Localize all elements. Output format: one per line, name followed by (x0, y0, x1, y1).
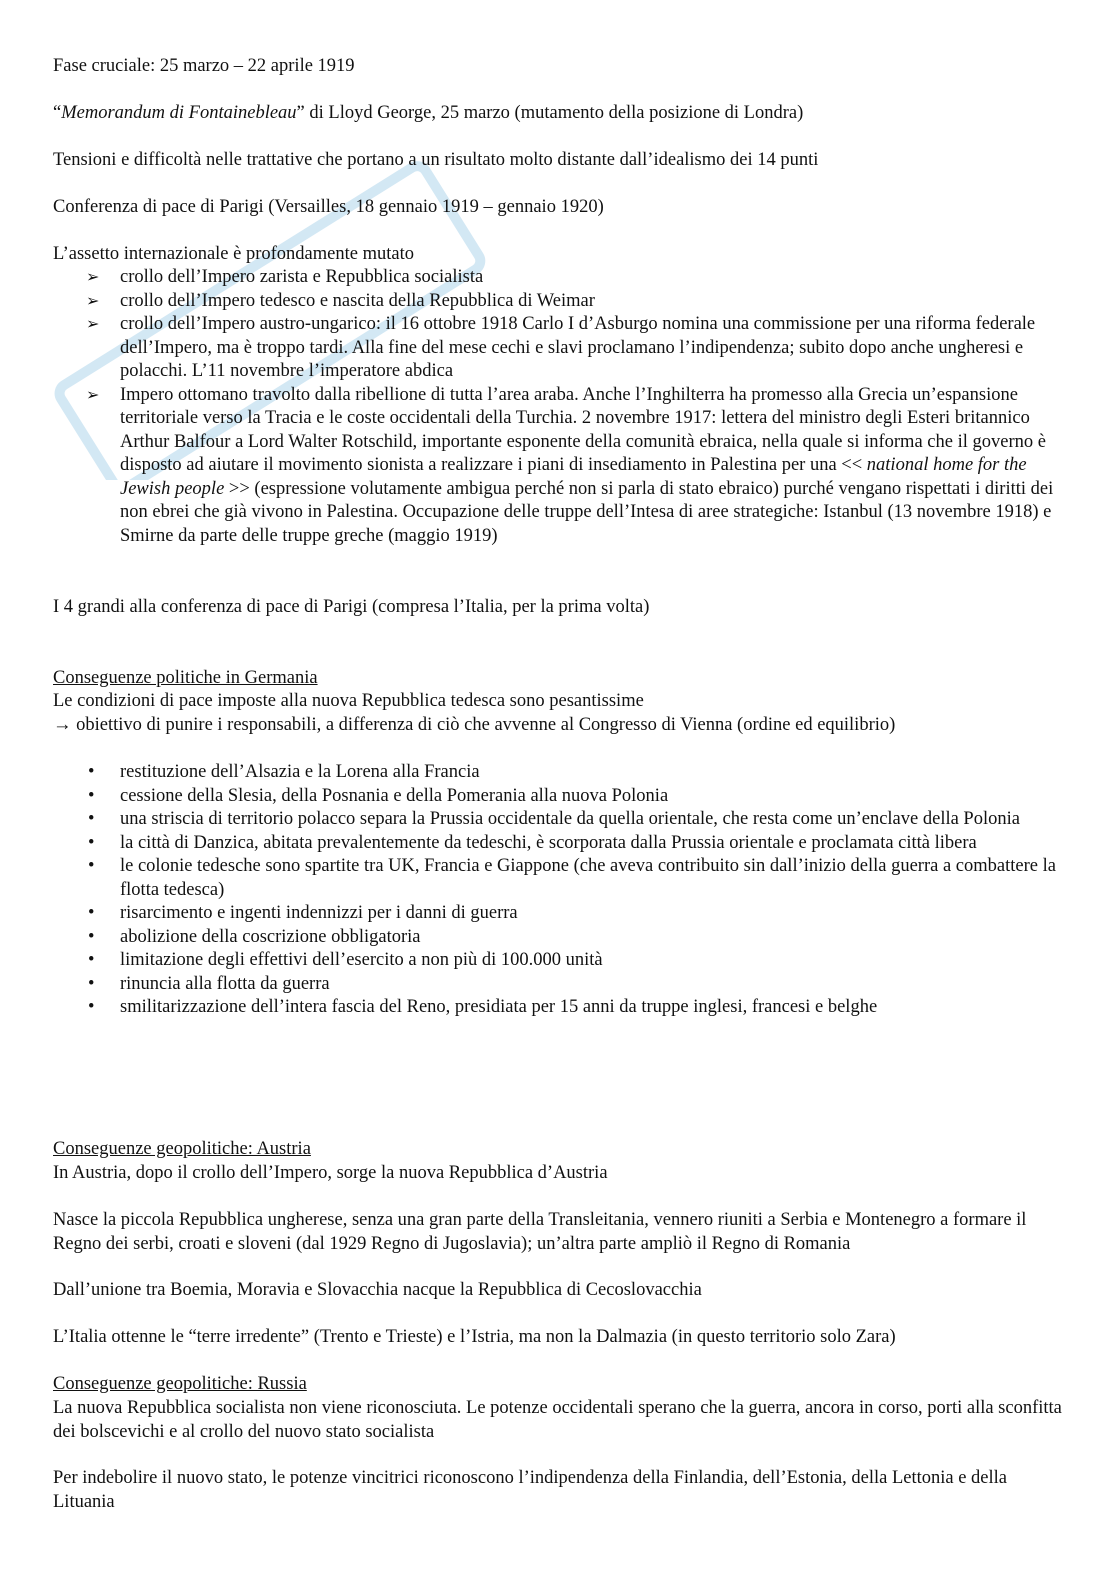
bullet-icon: • (88, 973, 95, 994)
paragraph-tensions: Tensioni e difficoltà nelle trattative che portano a un risultato molto distante dall’idealismo dei 14 punti (53, 150, 819, 170)
arrow-bullet-icon: ➢ (86, 292, 100, 310)
memorandum-title: Memorandum di Fontainebleau (61, 103, 297, 123)
bullet-icon: • (88, 903, 95, 923)
list-item: • restituzione dell’Alsazia e la Lorena alla Francia (53, 761, 1063, 785)
arrow-bullet-icon: ➢ (86, 269, 100, 286)
list-item: • risarcimento e ingenti indennizzi per i danni di guerra (53, 902, 1063, 926)
list-item: • la città di Danzica, abitata prevalentemente da tedeschi, è scorporata dalla Prussia orientale e proclamata città libera (53, 832, 1063, 856)
paragraph-hungary: Nasce la piccola Repubblica ungherese, senza una gran parte della Transleitania, vennero riuniti a Serbia e Montenegro a formare il Regno dei serbi, croati e sloveni (dal 1929 Regno di Jugoslavia); un’altra parte ampliò il Regno di Romania (53, 1210, 1027, 1254)
list-item: ➢ crollo dell’Impero zarista e Repubblica socialista (53, 266, 1063, 290)
list-item: ➢ crollo dell’Impero tedesco e nascita della Repubblica di Weimar (53, 290, 1063, 314)
list-item: • le colonie tedesche sono spartite tra UK, Francia e Giappone (che aveva contribuito sin dall’inizio della guerra a combattere la flotta tedesca) (88, 856, 1056, 900)
list-item: • abolizione della coscrizione obbligatoria (53, 926, 1063, 950)
list-item: • una striscia di territorio polacco separa la Prussia occidentale da quella orientale, che resta come un’enclave della Polonia (53, 808, 1063, 832)
germany-conditions-list (53, 761, 1063, 1020)
paragraph-memorandum: “Memorandum di Fontainebleau” di Lloyd George, 25 marzo (mutamento della posizione di Londra) (53, 103, 804, 123)
bullet-icon: • (88, 832, 95, 853)
russia-intro: La nuova Repubblica socialista non viene riconosciuta. Le potenze occidentali sperano che la guerra, ancora in corso, porti alla sconfitta dei bolscevichi e al crollo del nuovo stato socialista (53, 1398, 1062, 1442)
list-item: ➢ Impero ottomano travolto dalla ribellione di tutta l’area araba. Anche l’Inghilterra ha promesso alla Grecia un’espansione territoriale verso la Tracia e le coste occidentali della Turchia. 2 novembre 1917: lettera del ministro degli Esteri britannico Arthur Balfour a Lord Walter Rotschild, importante esponente della comunità ebraica, nella quale si informa che il governo è disposto ad aiutare il movimento sionista a realizzare i piani di insediamento in Palestina per una << national home for the Jewish people >> (espressione volutamente ambigua perché non si parla di stato ebraico) purché vengano rispettati i diritti dei non ebrei che già vivono in Palestina. Occupazione delle truppe dell’Intesa di aree strategiche: Istanbul (13 novembre 1918) e Smirne da parte delle truppe greche (maggio 1919) (86, 384, 1054, 546)
paragraph-baltic: Per indebolire il nuovo stato, le potenze vincitrici riconoscono l’indipendenza della Finlandia, dell’Estonia, della Lettonia e della Lituania (53, 1468, 1007, 1512)
paragraph-phase: Fase cruciale: 25 marzo – 22 aprile 1919 (53, 56, 355, 76)
paragraph-czechoslovakia: Dall’unione tra Boemia, Moravia e Slovacchia nacque la Repubblica di Cecoslovacchia (53, 1280, 702, 1300)
bullet-icon: • (88, 926, 95, 947)
germany-objective: → obiettivo di punire i responsabili, a differenza di ciò che avvenne al Congresso di Vienna (ordine ed equilibrio) (53, 715, 896, 735)
germany-intro: Le condizioni di pace imposte alla nuova Repubblica tedesca sono pesantissime (53, 691, 644, 711)
arrow-right-icon: → (53, 715, 72, 735)
arrow-bullet-icon: ➢ (86, 316, 100, 333)
paragraph-international: L’assetto internazionale è profondamente mutato (53, 244, 414, 264)
bullet-icon: • (88, 809, 95, 829)
arrow-bullet-icon: ➢ (86, 386, 100, 404)
paragraph-italy: L’Italia ottenne le “terre irredente” (Trento e Trieste) e l’Istria, ma non la Dalmazia (in questo territorio solo Zara) (53, 1327, 896, 1347)
heading-germany: Conseguenze politiche in Germania (53, 668, 318, 688)
list-item: • cessione della Slesia, della Posnania e della Pomerania alla nuova Polonia (53, 785, 1063, 809)
heading-russia: Conseguenze geopolitiche: Russia (53, 1374, 307, 1394)
list-item: • rinuncia alla flotta da guerra (53, 973, 1063, 997)
paragraph-conference: Conferenza di pace di Parigi (Versailles, 18 gennaio 1919 – gennaio 1920) (53, 197, 604, 217)
heading-austria: Conseguenze geopolitiche: Austria (53, 1139, 311, 1159)
bullet-icon: • (88, 762, 95, 782)
austria-intro: In Austria, dopo il crollo dell’Impero, sorge la nuova Repubblica d’Austria (53, 1163, 608, 1183)
paragraph-four-powers: I 4 grandi alla conferenza di pace di Parigi (compresa l’Italia, per la prima volta) (53, 597, 650, 617)
list-item: • smilitarizzazione dell’intera fascia del Reno, presidiata per 15 anni da truppe inglesi, francesi e belghe (53, 996, 1063, 1020)
list-item: • limitazione degli effettivi dell’esercito a non più di 100.000 unità (53, 949, 1063, 973)
list-item: ➢ crollo dell’Impero austro-ungarico: il 16 ottobre 1918 Carlo I d’Asburgo nomina una commissione per una riforma federale dell’Impero, ma è troppo tardi. Alla fine del mese cechi e slavi proclamano l’indipendenza; subito dopo anche ungheresi e polacchi. L’11 novembre l’imperatore abdica (86, 314, 1036, 381)
bullet-icon: • (88, 997, 95, 1017)
bullet-icon: • (88, 950, 95, 970)
arrow-list (53, 266, 1063, 548)
bullet-icon: • (88, 785, 95, 806)
bullet-icon: • (88, 856, 95, 876)
